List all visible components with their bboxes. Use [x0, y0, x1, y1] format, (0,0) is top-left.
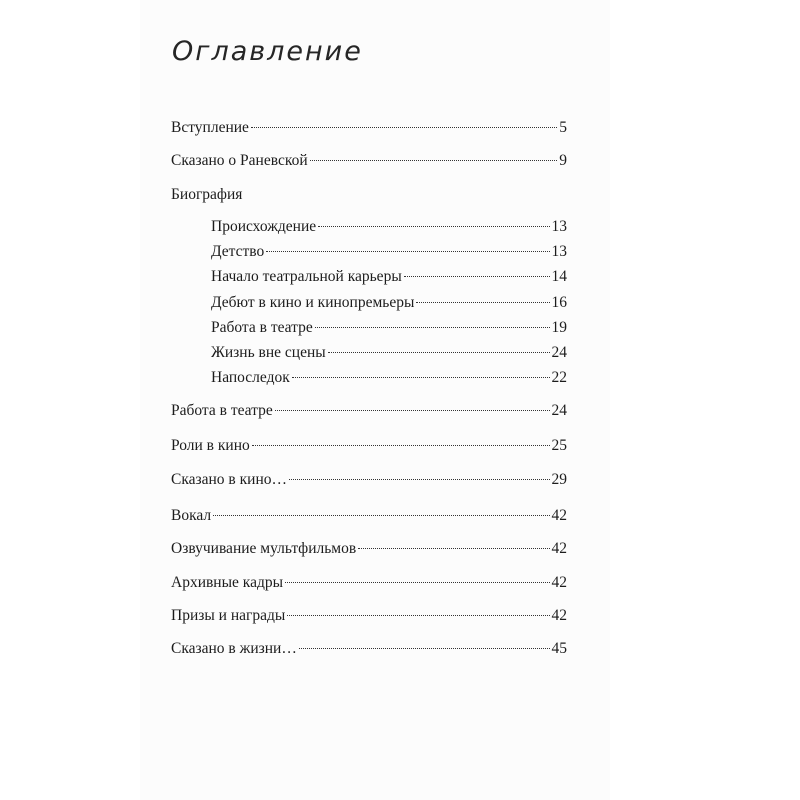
- toc-section-heading[interactable]: [171, 185, 567, 205]
- toc-subentry[interactable]: [211, 242, 567, 262]
- dot-leader: [299, 648, 550, 649]
- toc-entry-label: Сказано о Раневской: [171, 152, 308, 169]
- toc-entry-label: Напоследок: [211, 369, 290, 386]
- dot-leader: [358, 548, 549, 549]
- toc-entry[interactable]: [171, 401, 567, 421]
- dot-leader: [213, 515, 549, 516]
- dot-leader: [328, 352, 550, 353]
- toc-entry-page: 42: [551, 607, 567, 624]
- dot-leader: [252, 445, 550, 446]
- toc-entry-label: Биография: [171, 186, 243, 203]
- dot-leader: [292, 377, 550, 378]
- toc-entry-page: 9: [559, 152, 567, 169]
- toc-entry-page: 42: [551, 507, 567, 524]
- toc-title: Оглавление: [172, 36, 363, 67]
- toc-entry-label: Роли в кино: [171, 437, 250, 454]
- dot-leader: [287, 615, 549, 616]
- dot-leader: [310, 160, 558, 161]
- toc-entry-label: Сказано в кино…: [171, 471, 288, 488]
- toc-subentry[interactable]: [211, 267, 567, 287]
- toc-entry-page: 13: [551, 218, 567, 235]
- dot-leader: [251, 127, 557, 128]
- toc-entry[interactable]: [171, 606, 567, 626]
- dot-leader: [318, 226, 549, 227]
- dot-leader: [315, 327, 550, 328]
- toc-entry-label: Начало театральной карьеры: [211, 268, 402, 285]
- toc-entry-label: Сказано в жизни…: [171, 640, 297, 657]
- toc-entry[interactable]: [171, 118, 567, 138]
- dot-leader: [404, 276, 550, 277]
- toc-entry-label: Озвучивание мультфильмов: [171, 540, 357, 557]
- toc-entry-label: Работа в театре: [171, 402, 273, 419]
- toc-entry-label: Призы и награды: [171, 607, 286, 624]
- toc-subentry[interactable]: [211, 343, 567, 363]
- toc-entry-page: 13: [551, 243, 567, 260]
- toc-entry-page: 42: [551, 574, 567, 591]
- toc-entry[interactable]: [171, 436, 567, 456]
- toc-entry-label: Жизнь вне сцены: [211, 344, 326, 361]
- toc-entry-page: 16: [551, 294, 567, 311]
- toc-entry-page: 25: [551, 437, 567, 454]
- dot-leader: [416, 302, 549, 303]
- toc-entry-page: 14: [551, 268, 567, 285]
- toc-entry-page: 24: [551, 402, 567, 419]
- toc-entry-page: 45: [551, 640, 567, 657]
- toc-entry-page: 5: [559, 119, 567, 136]
- toc-entry-page: 24: [551, 344, 567, 361]
- toc-entry-label: Вступление: [171, 119, 249, 136]
- toc-entry-page: 22: [551, 369, 567, 386]
- toc-entry-label: Дебют в кино и кинопремьеры: [211, 294, 415, 311]
- toc-entry-label: Работа в театре: [211, 319, 313, 336]
- toc-entry[interactable]: [171, 151, 567, 171]
- toc-entry[interactable]: [171, 639, 567, 659]
- toc-entry[interactable]: [171, 539, 567, 559]
- dot-leader: [289, 479, 549, 480]
- toc-entry-label: Детство: [211, 243, 265, 260]
- dot-leader: [275, 410, 550, 411]
- toc-entry[interactable]: [171, 470, 567, 490]
- toc-entry-page: 19: [551, 319, 567, 336]
- dot-leader: [285, 582, 550, 583]
- toc-subentry[interactable]: [211, 293, 567, 313]
- toc-entry-label: Архивные кадры: [171, 574, 283, 591]
- toc-subentry[interactable]: [211, 217, 567, 237]
- toc-subentry[interactable]: [211, 368, 567, 388]
- toc-entry[interactable]: [171, 573, 567, 593]
- toc-entry-page: 42: [551, 540, 567, 557]
- toc-subentry[interactable]: [211, 318, 567, 338]
- toc-entry-label: Вокал: [171, 507, 212, 524]
- toc-entry[interactable]: [171, 506, 567, 526]
- toc-entry-page: 29: [551, 471, 567, 488]
- dot-leader: [266, 251, 549, 252]
- toc-entry-label: Происхождение: [211, 218, 317, 235]
